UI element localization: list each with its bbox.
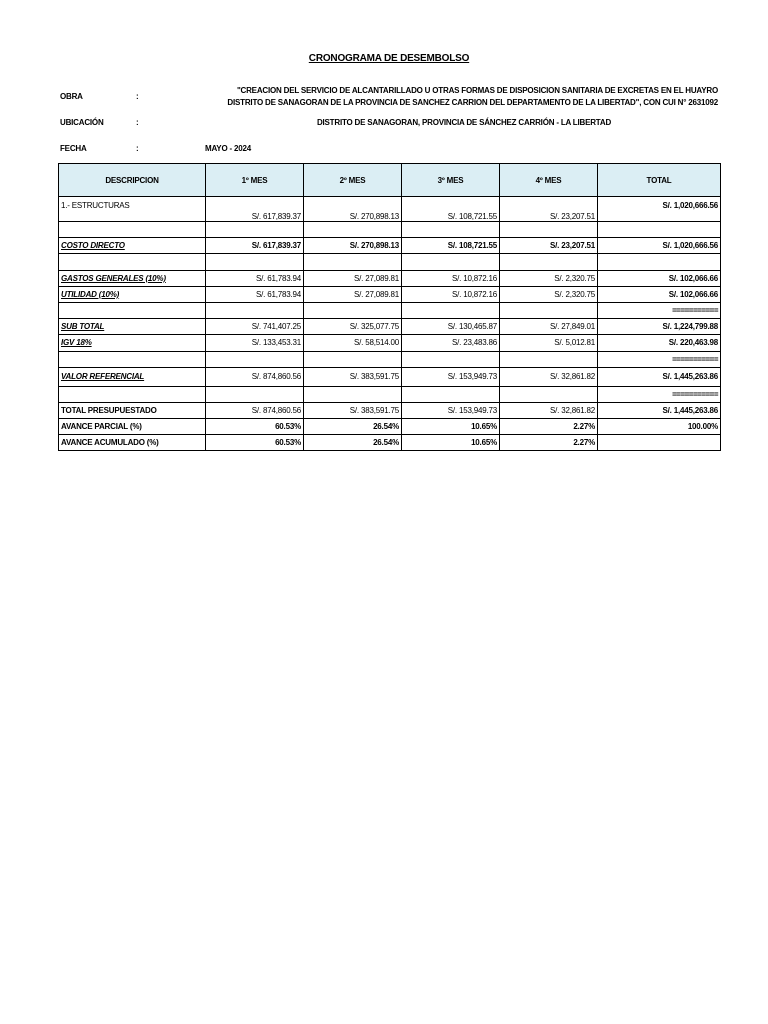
header-descripcion: DESCRIPCION [59,164,206,197]
cell-m4: S/. 5,012.81 [500,335,598,351]
cell-desc: 1.- ESTRUCTURAS [59,197,206,222]
row-separator [59,302,721,318]
cell-desc: GASTOS GENERALES (10%) [59,270,206,286]
cell-m3: S/. 130,465.87 [402,319,500,335]
cell-desc: COSTO DIRECTO [59,238,206,254]
header-total: TOTAL [598,164,721,197]
cell-m3: S/. 10,872.16 [402,286,500,302]
header-mes-2: 2º MES [304,164,402,197]
cell-m1: S/. 874,860.56 [206,402,304,418]
row-costo-directo [59,238,721,254]
table-header-row [59,164,721,197]
cell-m2: 26.54% [304,435,402,451]
row-separator [59,351,721,367]
cell-total: S/. 102,066.66 [598,270,721,286]
separator-mark: =========== [598,386,721,402]
row-separator [59,386,721,402]
cell-total [598,435,721,451]
cell-m3: S/. 153,949.73 [402,402,500,418]
cell-m2: S/. 27,089.81 [304,270,402,286]
cell-total: 100.00% [598,419,721,435]
ubicacion-value: DISTRITO DE SANAGORAN, PROVINCIA DE SÁNCHEZ CARRIÓN - LA LIBERTAD [316,118,612,127]
obra-label: OBRA [60,92,83,101]
cell-m3: S/. 108,721.55 [402,238,500,254]
cell-m4: 2.27% [500,435,598,451]
cell-desc: VALOR REFERENCIAL [59,367,206,386]
obra-colon: : [136,92,139,101]
row-avance-parcial [59,419,721,435]
cell-m1: S/. 617,839.37 [206,238,304,254]
row-valor-referencial [59,367,721,386]
cell-m1: S/. 874,860.56 [206,367,304,386]
separator-mark: =========== [598,302,721,318]
cell-m3: S/. 108,721.55 [402,197,500,222]
obra-line-1: "CREACION DEL SERVICIO DE ALCANTARILLADO U OTRAS FORMAS DE DISPOSICION SANITARIA DE EXCRETAS EN EL HUAYRO [236,86,718,95]
cell-m1: S/. 617,839.37 [206,197,304,222]
cell-m4: S/. 32,861.82 [500,367,598,386]
row-igv [59,335,721,351]
cell-total: S/. 1,224,799.88 [598,319,721,335]
header-mes-1: 1º MES [206,164,304,197]
cell-m3: S/. 10,872.16 [402,270,500,286]
row-blank [59,254,721,270]
cell-m2: S/. 58,514.00 [304,335,402,351]
cell-m3: 10.65% [402,419,500,435]
header-mes-4: 4º MES [500,164,598,197]
row-estructuras [59,197,721,222]
cell-m4: S/. 2,320.75 [500,286,598,302]
separator-mark: =========== [598,351,721,367]
cell-desc: IGV 18% [59,335,206,351]
cell-m4: S/. 23,207.51 [500,238,598,254]
cell-m1: S/. 61,783.94 [206,286,304,302]
cell-m4: S/. 2,320.75 [500,270,598,286]
cell-desc: AVANCE ACUMULADO (%) [59,435,206,451]
cell-m2: S/. 325,077.75 [304,319,402,335]
cell-m2: S/. 383,591.75 [304,402,402,418]
cell-m2: S/. 270,898.13 [304,197,402,222]
cell-m2: S/. 27,089.81 [304,286,402,302]
cell-total: S/. 1,445,263.86 [598,367,721,386]
cell-desc: TOTAL PRESUPUESTADO [59,402,206,418]
cell-desc: SUB TOTAL [59,319,206,335]
row-gastos-generales [59,270,721,286]
obra-line-2: DISTRITO DE SANAGORAN DE LA PROVINCIA DE SANCHEZ CARRION DEL DEPARTAMENTO DE LA LIBERTAD", CON CUI N° 2631092 [227,98,718,107]
cell-m1: S/. 741,407.25 [206,319,304,335]
cell-total: S/. 102,066.66 [598,286,721,302]
cell-m1: 60.53% [206,435,304,451]
cell-desc: UTILIDAD (10%) [59,286,206,302]
cell-m4: S/. 23,207.51 [500,197,598,222]
cell-m1: S/. 133,453.31 [206,335,304,351]
fecha-value: MAYO - 2024 [205,144,251,153]
cell-m1: S/. 61,783.94 [206,270,304,286]
cell-m4: 2.27% [500,419,598,435]
ubicacion-colon: : [136,118,139,127]
obra-value [140,85,718,109]
cell-m2: S/. 383,591.75 [304,367,402,386]
row-utilidad [59,286,721,302]
row-sub-total [59,319,721,335]
row-total-presupuestado [59,402,721,418]
cell-m3: S/. 23,483.86 [402,335,500,351]
page-title: CRONOGRAMA DE DESEMBOLSO [308,53,470,64]
row-avance-acumulado [59,435,721,451]
cell-total: S/. 1,445,263.86 [598,402,721,418]
cell-m4: S/. 32,861.82 [500,402,598,418]
cell-total: S/. 220,463.98 [598,335,721,351]
ubicacion-label: UBICACIÓN [60,118,104,127]
row-blank [59,222,721,238]
cell-m4: S/. 27,849.01 [500,319,598,335]
cell-m1: 60.53% [206,419,304,435]
cell-m2: S/. 270,898.13 [304,238,402,254]
cell-m3: S/. 153,949.73 [402,367,500,386]
fecha-colon: : [136,144,139,153]
header-mes-3: 3º MES [402,164,500,197]
cell-total: S/. 1,020,666.56 [598,197,721,222]
cell-m3: 10.65% [402,435,500,451]
cell-m2: 26.54% [304,419,402,435]
cell-desc: AVANCE PARCIAL (%) [59,419,206,435]
disbursement-table [58,163,721,451]
cell-total: S/. 1,020,666.56 [598,238,721,254]
fecha-label: FECHA [60,144,87,153]
